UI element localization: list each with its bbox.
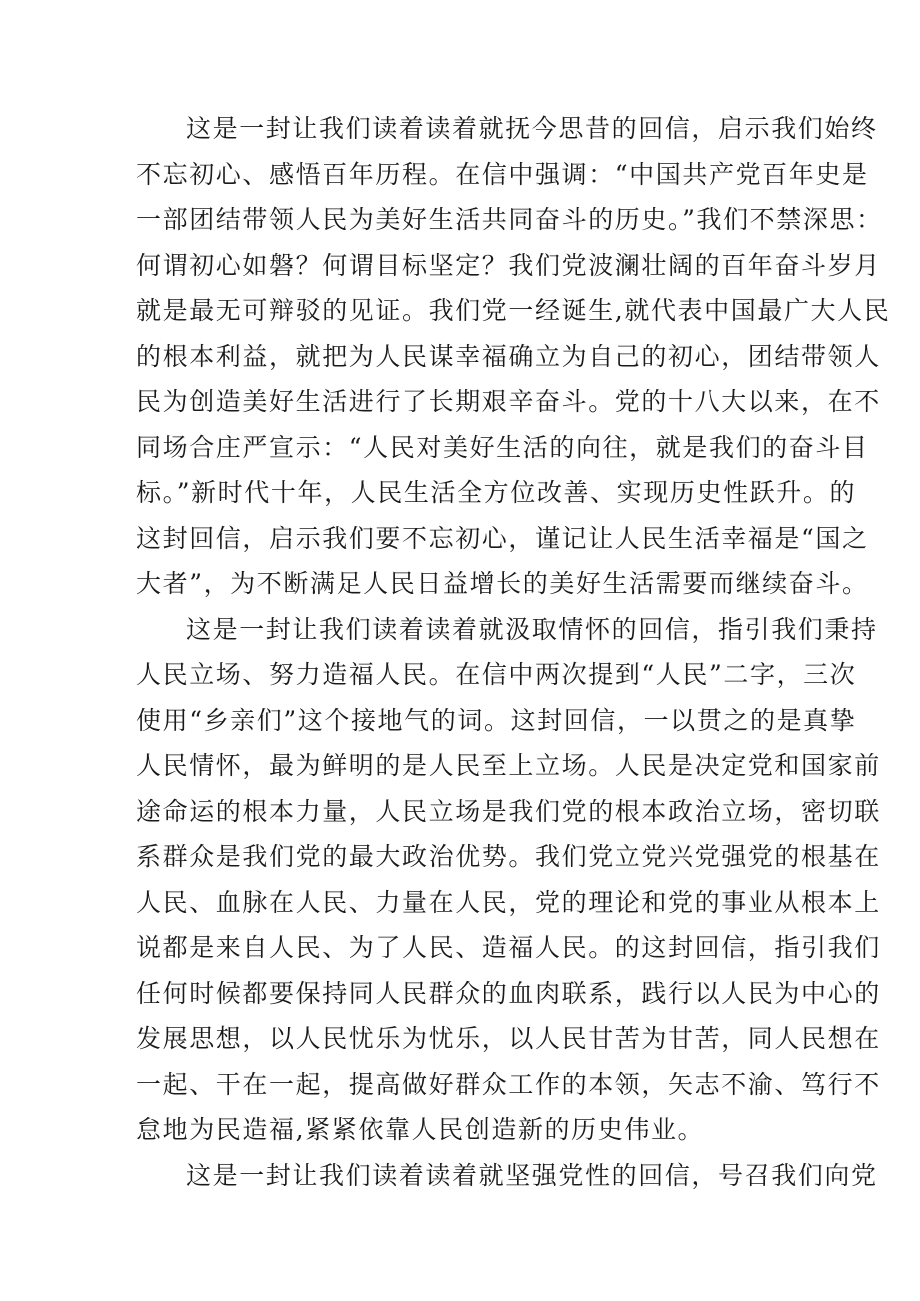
text-line: 系群众是我们党的最大政治优势。我们党立党兴党强党的根基在 (136, 842, 881, 871)
text-line: 这是一封让我们读着读着就汲取情怀的回信，指引我们秉持 (186, 614, 878, 644)
text-line: 人民、血脉在人民、力量在人民，党的理论和党的事业从根本上 (136, 887, 881, 917)
document-body (136, 106, 891, 1198)
text-line: 人民情怀，最为鲜明的是人民至上立场。人民是决定党和国家前 (136, 751, 881, 780)
text-line: 任何时候都要保持同人民群众的血肉联系，践行以人民为中心的 (136, 978, 881, 1008)
text-line: 说都是来自人民、为了人民、造福人民。的这封回信，指引我们 (136, 933, 881, 962)
text-line: 大者”，为不断满足人民日益增长的美好生活需要而继续奋斗。 (136, 569, 869, 598)
text-line: 一部团结带领人民为美好生活共同奋斗的历史。”我们不禁深思： (136, 205, 883, 234)
text-line: 的根本利益，就把为人民谋幸福确立为自己的初心，团结带领人 (136, 341, 881, 371)
text-line: 何谓初心如磐？何谓目标坚定？我们党波澜壮阔的百年奋斗岁月 (136, 250, 881, 280)
paragraph-2 (136, 607, 881, 1153)
text-line: 民为创造美好生活进行了长期艰辛奋斗。党的十八大以来，在不 (136, 387, 881, 416)
text-line: 这封回信，启示我们要不忘初心，谨记让人民生活幸福是“国之 (136, 523, 869, 553)
text-line: 发展思想，以人民忧乐为忧乐，以人民甘苦为甘苦，同人民想在 (136, 1024, 881, 1053)
text-line: 就是最无可辩驳的见证。我们党一经诞生,就代表中国最广大人民 (136, 296, 891, 325)
text-line: 一起、干在一起，提高做好群众工作的本领，矢志不渝、笃行不 (136, 1069, 881, 1099)
text-line: 标。”新时代十年，人民生活全方位改善、实现历史性跃升。的 (136, 478, 857, 507)
text-line: 途命运的根本力量，人民立场是我们党的根本政治立场，密切联 (136, 796, 881, 826)
text-line: 人民立场、努力造福人民。在信中两次提到“人民”二字，三次 (136, 660, 857, 689)
paragraph-1 (136, 106, 891, 607)
text-line: 同场合庄严宣示：“人民对美好生活的向往，就是我们的奋斗目 (136, 432, 869, 462)
text-line: 不忘初心、感悟百年历程。在信中强调：“中国共产党百年史是 (136, 159, 869, 189)
text-line: 这是一封让我们读着读着就抚今思昔的回信，启示我们始终 (186, 114, 878, 143)
text-line: 这是一封让我们读着读着就坚强党性的回信，号召我们向党 (186, 1160, 878, 1190)
paragraph-3 (136, 1153, 878, 1199)
text-line: 怠地为民造福,紧紧依靠人民创造新的历史伟业。 (136, 1115, 705, 1144)
text-line: 使用“乡亲们”这个接地气的词。这封回信，一以贯之的是真挚 (136, 705, 857, 735)
